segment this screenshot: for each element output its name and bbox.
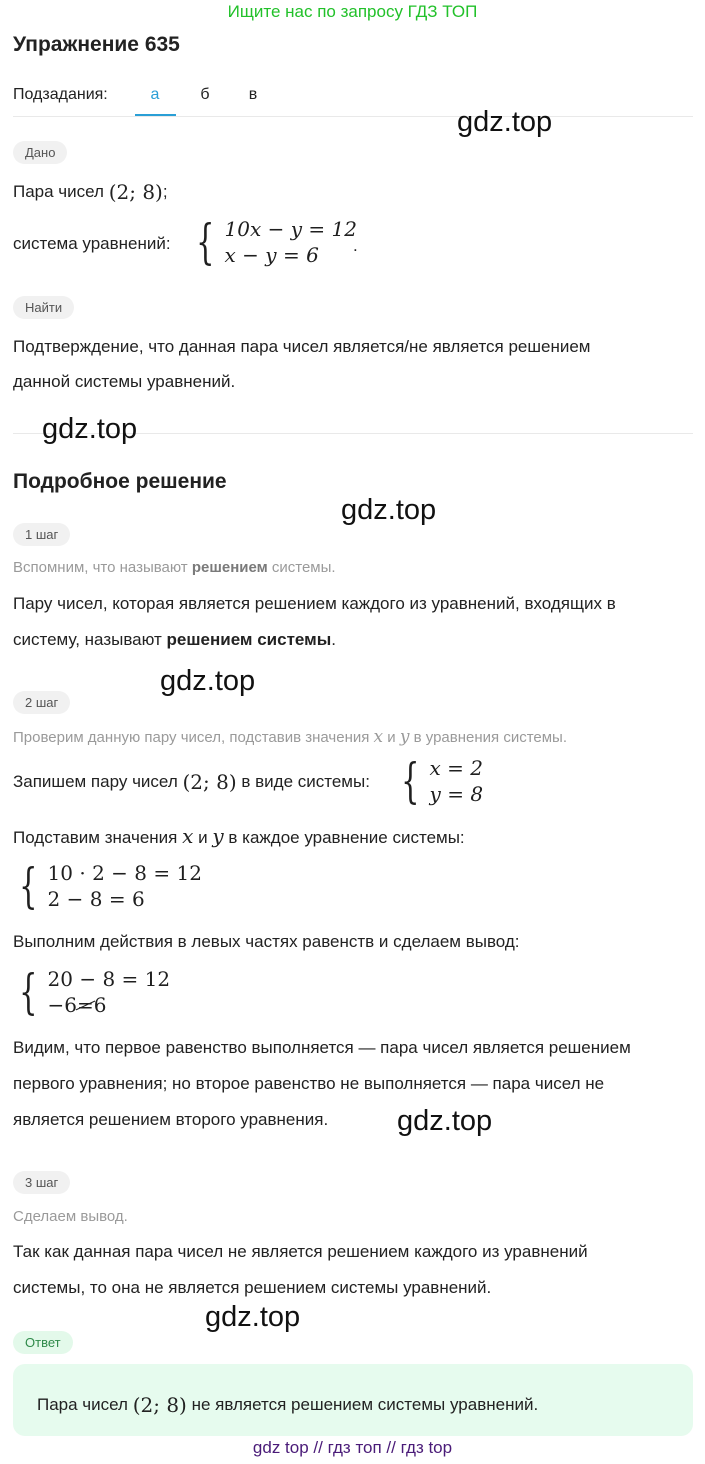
given-pair-value: (2; 8) — [108, 180, 163, 204]
given-system — [190, 216, 357, 268]
given-system-suffix: . — [353, 236, 358, 255]
step2-hint-end: в уравнения системы. — [409, 729, 568, 746]
var-x: x — [373, 727, 384, 747]
step2-write-prefix: Запишем пару чисел — [13, 772, 178, 791]
step2-subst-text: Подставим значения — [13, 828, 183, 847]
step3-line1: Так как данная пара чисел не является решением каждого из уравнений — [13, 1242, 588, 1261]
step2-hint-and: и — [383, 729, 400, 746]
step1-hint-text: Вспомним, что называют — [13, 559, 192, 576]
step2-write-pair: (2; 8) — [182, 770, 237, 794]
answer-suffix: не является решением системы уравнений. — [191, 1395, 539, 1414]
watermark: gdz.top — [205, 1301, 301, 1333]
find-chip: Найти — [13, 296, 74, 319]
step1-chip: 1 шаг — [13, 523, 70, 546]
step1-hint — [13, 559, 336, 576]
result-eq1: 20 − 8 = 12 — [47, 967, 171, 991]
step2-perform: Выполним действия в левых частях равенств и сделаем вывод: — [13, 932, 520, 951]
var-y: y — [399, 727, 410, 747]
watermark: gdz.top — [397, 1105, 493, 1137]
step2-hint-text: Проверим данную пару чисел, подставив значения — [13, 729, 374, 746]
step1-line2-text: систему, называют — [13, 630, 167, 649]
step1-hint-bold: решением — [191, 559, 268, 576]
step2-subst-end: в каждое уравнение системы: — [223, 828, 465, 847]
step1-line1: Пару чисел, которая является решением каждого из уравнений, входящих в — [13, 594, 616, 613]
step2-pair-system — [395, 755, 483, 807]
step3-line2: системы, то она не является решением системы уравнений. — [13, 1278, 492, 1297]
given-pair-suffix: ; — [162, 182, 168, 201]
result-eq2-right: 6 — [93, 993, 107, 1017]
step2-conclusion-2: первого уравнения; но второе равенство не выполняется — пара чисел не — [13, 1074, 605, 1093]
step3-hint: Сделаем вывод. — [13, 1208, 128, 1225]
not-equal-sign: = — [77, 993, 94, 1017]
tab-a[interactable]: а — [150, 86, 160, 103]
given-pair-prefix: Пара чисел — [13, 182, 104, 201]
step2-write-line — [13, 764, 370, 800]
step2-subst-line — [13, 818, 465, 856]
step1-line2 — [13, 622, 336, 658]
given-system-prefix: система уравнений: — [13, 234, 171, 253]
solution-title: Подробное решение — [13, 470, 227, 493]
brace-icon: { — [196, 214, 215, 270]
top-banner[interactable]: Ищите нас по запросу ГДЗ ТОП — [227, 2, 478, 21]
tabs-divider — [13, 116, 693, 117]
sys-x-eq: x = 2 — [429, 756, 484, 780]
watermark: gdz.top — [42, 413, 138, 445]
step2-result-system — [13, 966, 170, 1018]
step2-subst-and: и — [193, 828, 213, 847]
step2-conclusion-1: Видим, что первое равенство выполняется — пара чисел является решением — [13, 1038, 631, 1057]
page-title: Упражнение 635 — [13, 33, 180, 56]
footer-links[interactable]: gdz top // гдз топ // гдз top — [252, 1438, 453, 1457]
find-line1: Подтверждение, что данная пара чисел является/не является решением — [13, 337, 591, 356]
step1-hint-end: системы. — [267, 559, 336, 576]
brace-icon: { — [401, 753, 420, 809]
watermark: gdz.top — [160, 665, 256, 697]
step2-chip: 2 шаг — [13, 691, 70, 714]
given-eq1: 10x − y = 12 — [224, 217, 357, 241]
given-eq2: x − y = 6 — [224, 243, 319, 267]
tab-b[interactable]: б — [200, 86, 210, 103]
step3-chip: 3 шаг — [13, 1171, 70, 1194]
tab-v[interactable]: в — [248, 86, 258, 103]
find-line2: данной системы уравнений. — [13, 372, 236, 391]
var-x: x — [182, 824, 194, 848]
answer-chip: Ответ — [13, 1331, 73, 1354]
given-chip: Дано — [13, 141, 67, 164]
sys-y-eq: y = 8 — [429, 782, 484, 806]
step1-line2-bold: решением системы — [166, 630, 332, 649]
answer-prefix: Пара чисел — [37, 1395, 128, 1414]
answer-text — [37, 1387, 538, 1423]
watermark: gdz.top — [341, 494, 437, 526]
step1-line2-end: . — [331, 630, 336, 649]
step2-hint — [13, 727, 567, 747]
subtasks-label: Подзадания: — [13, 86, 108, 103]
result-eq2 — [48, 992, 171, 1018]
step2-conclusion-3: является решением второго уравнения. — [13, 1110, 329, 1129]
step2-subst-system — [13, 860, 202, 912]
brace-icon: { — [19, 858, 38, 914]
result-eq2-left: −6 — [47, 993, 78, 1017]
step2-write-suffix: в виде системы: — [241, 772, 370, 791]
subst-eq1: 10 · 2 − 8 = 12 — [47, 861, 202, 885]
subst-eq2: 2 − 8 = 6 — [47, 887, 145, 911]
given-pair-line — [13, 174, 168, 210]
var-y: y — [212, 824, 224, 848]
brace-icon: { — [19, 964, 38, 1020]
active-tab-indicator — [135, 114, 176, 116]
answer-pair: (2; 8) — [132, 1393, 187, 1417]
watermark: gdz.top — [457, 106, 553, 138]
